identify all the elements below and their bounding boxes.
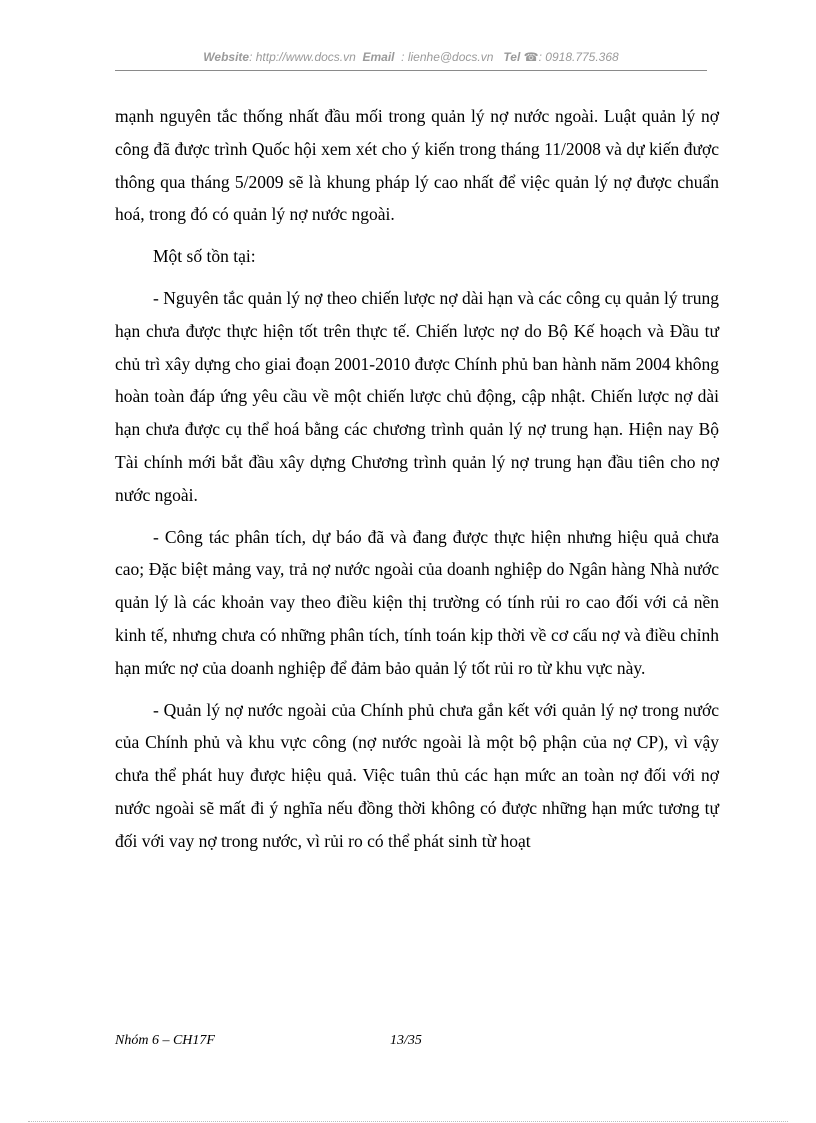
section-heading-ton-tai: Một số tồn tại: bbox=[153, 246, 256, 267]
header-divider bbox=[115, 70, 707, 71]
email-label: Email bbox=[362, 50, 395, 64]
tel-label: Tel bbox=[503, 50, 521, 64]
document-body bbox=[115, 100, 719, 858]
paragraph-bullet-analysis: - Công tác phân tích, dự báo đã và đang được thực hiện nhưng hiệu quả chưa cao; Đặc biệt mảng vay, trả nợ nước ngoài của doanh nghiệp do Ngân hàng Nhà nước quản lý là các khoản vay theo điều kiện thị trường có tính rủi ro cao đối với cả nền kinh tế, nhưng chưa có những phân tích, tính toán kịp thời về cơ cấu nợ và điều chỉnh hạn mức nợ của doanh nghiệp để đảm bảo quản lý tốt rủi ro từ khu vực này. bbox=[115, 526, 719, 678]
page-bottom-border bbox=[28, 1121, 788, 1122]
paragraph-bullet-management: - Quản lý nợ nước ngoài của Chính phủ chưa gắn kết với quản lý nợ trong nước của Chính phủ và khu vực công (nợ nước ngoài là một bộ phận của nợ CP), vì vậy chưa thể phát huy được hiệu quả. Việc tuân thủ các hạn mức an toàn nợ đối với nợ nước ngoài sẽ mất đi ý nghĩa nếu đồng thời không có được những hạn mức tương tự đối với vay nợ trong nước, vì rủi ro có thể phát sinh từ hoạt bbox=[115, 699, 719, 851]
footer-page-number: 13/35 bbox=[390, 1033, 422, 1048]
website-value: : http://www.docs.vn bbox=[249, 50, 356, 64]
paragraph-bullet-strategy: - Nguyên tắc quản lý nợ theo chiến lược nợ dài hạn và các công cụ quản lý trung hạn chưa được thực hiện tốt trên thực tế. Chiến lược nợ do Bộ Kế hoạch và Đầu tư chủ trì xây dựng cho giai đoạn 2001-2010 được Chính phủ ban hành năm 2004 không hoàn toàn đáp ứng yêu cầu về một chiến lược chủ động, cập nhật. Chiến lược nợ dài hạn chưa được cụ thể hoá bằng các chương trình quản lý nợ trung hạn. Hiện nay Bộ Tài chính mới bắt đầu xây dựng Chương trình quản lý nợ trung hạn đầu tiên cho nợ nước ngoài. bbox=[115, 287, 719, 505]
email-value: : lienhe@docs.vn bbox=[401, 50, 494, 64]
tel-value: : 0918.775.368 bbox=[538, 50, 619, 64]
footer-group-label: Nhóm 6 – CH17F bbox=[115, 1033, 215, 1048]
paragraph-continuation: mạnh nguyên tắc thống nhất đầu mối trong quản lý nợ nước ngoài. Luật quản lý nợ công đã được trình Quốc hội xem xét cho ý kiến trong tháng 11/2008 và dự kiến được thông qua tháng 5/2009 sẽ là khung pháp lý cao nhất để việc quản lý nợ được chuẩn hoá, trong đó có quản lý nợ nước ngoài. bbox=[115, 106, 719, 225]
phone-icon: ☎ bbox=[523, 50, 539, 64]
page-header bbox=[115, 50, 707, 64]
website-label: Website bbox=[203, 50, 250, 64]
